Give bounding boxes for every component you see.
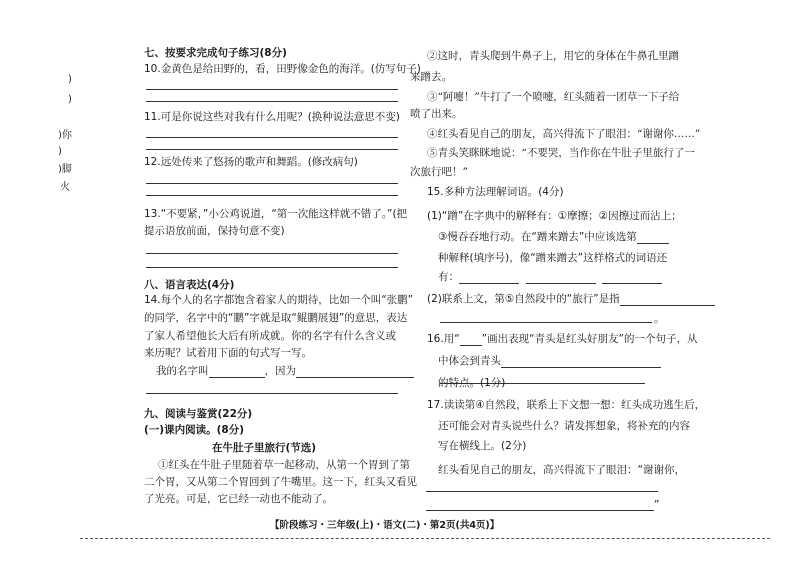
word-blank-3[interactable] xyxy=(602,283,662,284)
passage-p5-line2: 次旅行吧！” xyxy=(410,166,468,178)
answer-line[interactable] xyxy=(146,253,398,254)
q16-text-b: ”画出表现“青头是红头好朋友”的一个句子，从 xyxy=(481,333,698,345)
question-13-line2: 提示语放前面，保持句意不变) xyxy=(144,225,285,237)
margin-mark: ) xyxy=(58,146,62,157)
answer-line[interactable] xyxy=(440,322,652,323)
section-7-header: 七、按要求完成句子练习(8分) xyxy=(144,47,287,59)
question-15-2 xyxy=(427,292,715,306)
passage-p1-line2: 二个胃，又从第二个胃回到了牛嘴里。这一下，红头又看见 xyxy=(144,476,417,488)
passage-p3-line2: 喷了出来。 xyxy=(410,108,463,120)
question-17-line2: 还可能会对青头说些什么？请发挥想象，将补充的内容 xyxy=(438,420,690,432)
word-blank-1[interactable] xyxy=(459,283,519,284)
answer-line[interactable] xyxy=(146,101,398,102)
name-blank[interactable] xyxy=(209,377,265,378)
reason-prompt: ，因为 xyxy=(264,365,296,377)
section-8-header: 八、语言表达(4分) xyxy=(144,279,235,291)
q16-text-c: 中体会到青头 xyxy=(438,355,501,367)
question-15-1-line4 xyxy=(438,270,662,284)
answer-line[interactable] xyxy=(146,393,398,394)
passage-p2-line1: ②这时，青头爬到牛鼻子上，用它的身体在牛鼻孔里蹭 xyxy=(427,50,679,62)
passage-p3-line1: ③“阿嚏！”牛打了一个喷嚏，红头随着一团草一下子给 xyxy=(427,91,680,103)
answer-line[interactable] xyxy=(426,510,654,511)
cut-line xyxy=(80,538,770,539)
question-10: 10.金黄色是给田野的，看，田野像金色的海洋。(仿写句子) xyxy=(144,63,421,75)
question-11: 11.可是你说这些对我有什么用呢？(换种说法意思不变) xyxy=(144,111,400,123)
section-9-header: 九、阅读与鉴赏(22分) xyxy=(144,408,253,420)
answer-line[interactable] xyxy=(146,183,398,184)
question-15-1-line2 xyxy=(438,230,669,244)
question-12: 12.远处传来了悠扬的歌声和舞蹈。(修改病句) xyxy=(144,156,358,168)
section-9-sub: (一)课内阅读。(8分) xyxy=(144,424,245,436)
q15-1-text: ③慢吞吞地行动。在“蹭来蹭去”中应该选第 xyxy=(438,231,637,243)
closing-quote: ” xyxy=(654,499,660,511)
passage-p4: ④红头看见自己的朋友，高兴得流下了眼泪：“谢谢你……” xyxy=(427,128,701,140)
question-14-prompt xyxy=(156,364,414,378)
answer-line[interactable] xyxy=(426,491,658,492)
answer-line[interactable] xyxy=(146,195,398,196)
question-15: 15.多种方法理解词语。(4分) xyxy=(427,186,564,198)
question-14-line3: 了家人希望他长大后有所成就。你的名字有什么含义或 xyxy=(144,330,396,342)
q15-2-text: (2)联系上文，第⑤自然段中的“旅行”是指 xyxy=(427,293,620,305)
question-16-line1 xyxy=(427,332,697,346)
answer-line[interactable] xyxy=(146,267,398,268)
question-15-1-line3: 种解释(填序号)，像“蹭来蹭去”这样格式的词语还 xyxy=(438,252,668,264)
reason-blank[interactable] xyxy=(296,377,414,378)
q16-text-a: 16.用“ xyxy=(427,333,460,345)
answer-line[interactable] xyxy=(146,149,398,150)
name-prompt: 我的名字叫 xyxy=(156,365,209,377)
q15-choice-blank[interactable] xyxy=(637,243,669,244)
margin-mark: 火 xyxy=(60,182,70,193)
answer-line[interactable] xyxy=(146,137,398,138)
question-16-line2 xyxy=(438,354,661,368)
q16-blank-1[interactable] xyxy=(501,367,661,368)
margin-mark: )脚 xyxy=(58,164,72,175)
period-mark: 。 xyxy=(654,313,665,325)
question-14-line1: 14.每个人的名字都饱含着家人的期待，比如一个叫“张鹏” xyxy=(144,294,414,306)
question-17-line4: 红头看见自己的朋友，高兴得流下了眼泪：“谢谢你， xyxy=(438,464,685,476)
passage-p5-line1: ⑤青头笑眯眯地说：“不要哭，当作你在牛肚子里旅行了一 xyxy=(427,147,695,159)
q15-words-label: 有： xyxy=(438,271,459,283)
word-blank-2[interactable] xyxy=(526,283,596,284)
question-14-line4: 来历呢？试着用下面的句式写一写。 xyxy=(144,347,312,359)
question-13-line1: 13.“不要紧，”小公鸡说道，“第一次能这样就不错了。”(把 xyxy=(144,208,408,220)
passage-p1-line3: 了光亮。可是，它已经一动也不能动了。 xyxy=(144,493,333,505)
question-17-line3: 写在横线上。(2分) xyxy=(438,440,527,452)
question-16-line3: 的特点。(1分) xyxy=(438,377,506,389)
question-17-line1: 17.读读第④自然段，联系上下文想一想：红头成功逃生后， xyxy=(427,399,706,411)
answer-line[interactable] xyxy=(146,89,398,90)
q15-2-blank[interactable] xyxy=(620,305,715,306)
margin-mark: ) xyxy=(68,94,72,105)
question-15-1-line1: (1)“蹭”在字典中的解释有：①摩擦；②因擦过而沾上； xyxy=(427,210,682,222)
question-14-line2: 的同学，名字中的“鹏”字就是取“鲲鹏展翅”的意思，表达 xyxy=(144,312,408,324)
passage-title: 在牛肚子里旅行(节选) xyxy=(212,442,317,454)
margin-mark: ) xyxy=(68,74,72,85)
passage-p1-line1: ①红头在牛肚子里随着草一起移动，从第一个胃到了第 xyxy=(158,459,410,471)
page-footer: 【阶段练习・三年级(上)・语文(二)・第2页(共4页)】 xyxy=(270,520,500,531)
q16-mark-blank[interactable] xyxy=(460,345,482,346)
margin-mark: )你 xyxy=(58,130,72,141)
passage-p2-line2: 来蹭去。 xyxy=(410,71,452,83)
